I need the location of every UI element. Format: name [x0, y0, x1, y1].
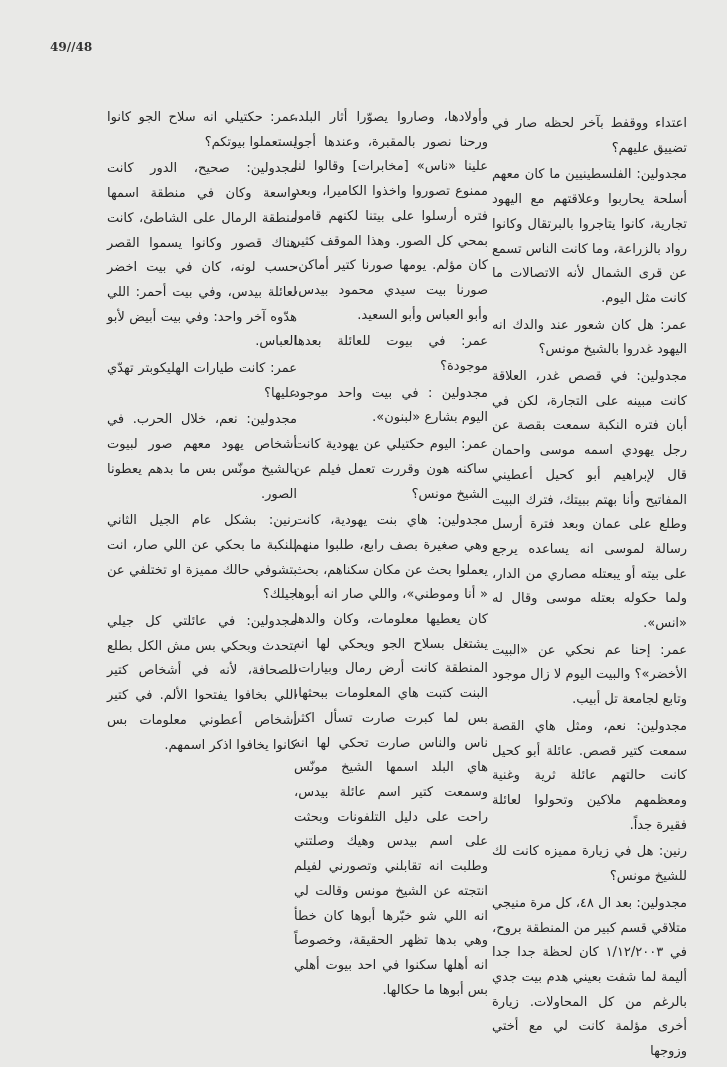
paragraph: عمر: إحنا عم نحكي عن «البيت الأخضر»؟ والبيت اليوم لا زال موجود وتابع لجامعة تل أبيب.: [492, 642, 687, 708]
paragraph: عمر: حكتيلي انه سلاح الجو كانوا يستعملوا بيوتكم؟: [107, 110, 297, 150]
paragraph: وأولادها، وصاروا يصوّرا أثار البلد، ورحنا نصور بالمقبرة، وعندها أجوا علينا «ناس» [مخابرات] وقالوا لنا ممنوع تصوروا واخذوا الكاميرا، وبعد فتره أرسلوا على بيتنا لكنهم قاموا بمحي كل الصور. وهذا الموقف كثير كان مؤلم. يومها صورنا كتير أماكن، صورنا بيت سيدي محمود بيدس، وأبو العباس وأبو السعيد.: [294, 110, 488, 323]
page-number: 49//48: [50, 40, 93, 54]
paragraph: عمر: اليوم حكتيلي عن يهودية كانت ساكنه هون وقررت تعمل فيلم عن الشيخ مونس؟: [294, 437, 488, 502]
paragraph: رنين: هل في زيارة مميزه كانت لك للشيخ مونس؟: [492, 844, 687, 885]
paragraph: مجدولين: نعم، خلال الحرب. في أشخاص يهود معهم صور لبيوت بالشيخ مونّس بس ما بدهم يعطونا الصور.: [107, 412, 297, 502]
paragraph: مجدولين: هاي بنت يهودية، كانت وهي صغيرة بصف رابع، طلبوا منهم يعملوا بحث عن مكان سكناهم، بحث « أنا وموطني»، واللي صار انه أبوها كان يعطيها معلومات، وكان والدها يشتغل بسلاح الجو ويحكي لها انه المنطقة كانت أرض رمال وبيارات، البنت كتبت هاي المعلومات ببحثها، بس لما كبرت صارت تسأل اكثر ناس والناس صارت تحكي لها انه هاي البلد اسمها الشيخ مونّس وسمعت كتير اسم عائلة بيدس، راحت على دليل التلفونات وبحثت على اسم بيدس وهيك وصلتني وطلبت انه تقابلني وتصورني لفيلم انتجته عن الشيخ مونس وقالت لي انه اللي شو خبّرها أبوها كان خطأ وهي بدها تظهر الحقيقة، وخصوصاً انه أهلها سكنوا في احد بيوت أهلي بس أبوها ما حكالها.: [294, 513, 488, 998]
paragraph: مجدولين : في بيت واحد موجود اليوم بشارع «لبنون».: [294, 385, 488, 426]
paragraph: اعتداء ووقفط بآخر لحظه صار في تضييق عليهم؟: [492, 116, 687, 156]
paragraph: مجدولين: صحيح، الدور كانت واسعة وكان في منطقة اسمها منطقة الرمال على الشاطئ، كانت هناك قصور وكانوا يسموا القصر حسب لونه، كان في بيت اخضر لعائلة بيدس، وفي بيت أحمر: اللي هدّوه آخر واحد: وفي بيت أبيض لأبو العباس.: [107, 161, 297, 350]
paragraph: عمر: هل كان شعور عند والدك انه اليهود غدروا بالشيخ مونس؟: [492, 317, 687, 358]
paragraph: مجدولين: الفلسطينيين ما كان معهم أسلحة يحاربوا وعلاقتهم مع اليهود تجارية، كانوا يتاجروا بالبرتقال وكانوا رواد بالزراعة، وما كانت الناس تسمع عن قرى الشمال لأنه الاتصالات ما كانت مثل اليوم.: [492, 167, 687, 306]
paragraph: مجدولين: نعم، ومثل هاي القصة سمعت كتير قصص. عائلة أبو كحيل كانت حالتهم عائلة ثرية وغنية ومعظمهم ملاكين وتحولوا لعائلة فقيرة جداً.: [492, 718, 687, 833]
text-column-right: [492, 112, 687, 1067]
paragraph: مجدولين: في قصص غدر، العلاقة كانت مبينه على التجارة، لكن في أبان فتره النكبة سمعت بقصة عن رجل يهودي اسمه موسى واحمان قال لإبراهيم أبو كحيل أعطيني المفاتيح وأنا بهتم ببيتك، فترك البيت وطلع على عمان وبعد فترة أرسل رسالة لموسى انه يساعده يرجع على بيته أو يبعتله مصاري من الدار، ولما حكوله بعتله موسى وقال له «انس».: [492, 369, 687, 632]
text-column-middle: [294, 106, 488, 1005]
text-column-left: [107, 106, 297, 760]
paragraph: رنين: بشكل عام الجيل الثاني للنكبة ما بحكي عن اللي صار، انت بتشوفي حالك مميزة او تختلفي عن جيلك؟: [107, 513, 297, 603]
paragraph: مجدولين: في عائلتي كل جيلي بتحدث وبحكي بس مش الكل بطلع للصحافة، لأنه في أشخاص كتير اللي بخافوا يفتحوا الألم. في كتير أشخاص أعطوني معلومات بس كانوا يخافوا اذكر اسمهم.: [107, 614, 297, 753]
paragraph: عمر: في بيوت للعائلة بعدها موجودة؟: [294, 334, 488, 375]
paragraph: مجدولين: بعد ال ٤٨، كل مرة منيجي متلاقي قسم كبير من المنطقة بروح، في ١/١٢/٢٠٠٣ كان لحظة جدا جدا أليمة لما شفت بعيني هدم بيت جدي بالرغم من كل المحاولات. زيارة أخرى مؤلمة كانت لي مع أختي وزوجها: [492, 895, 688, 1060]
paragraph: عمر: كانت طيارات الهليكوبتر تهدّي عليها؟: [107, 361, 297, 401]
